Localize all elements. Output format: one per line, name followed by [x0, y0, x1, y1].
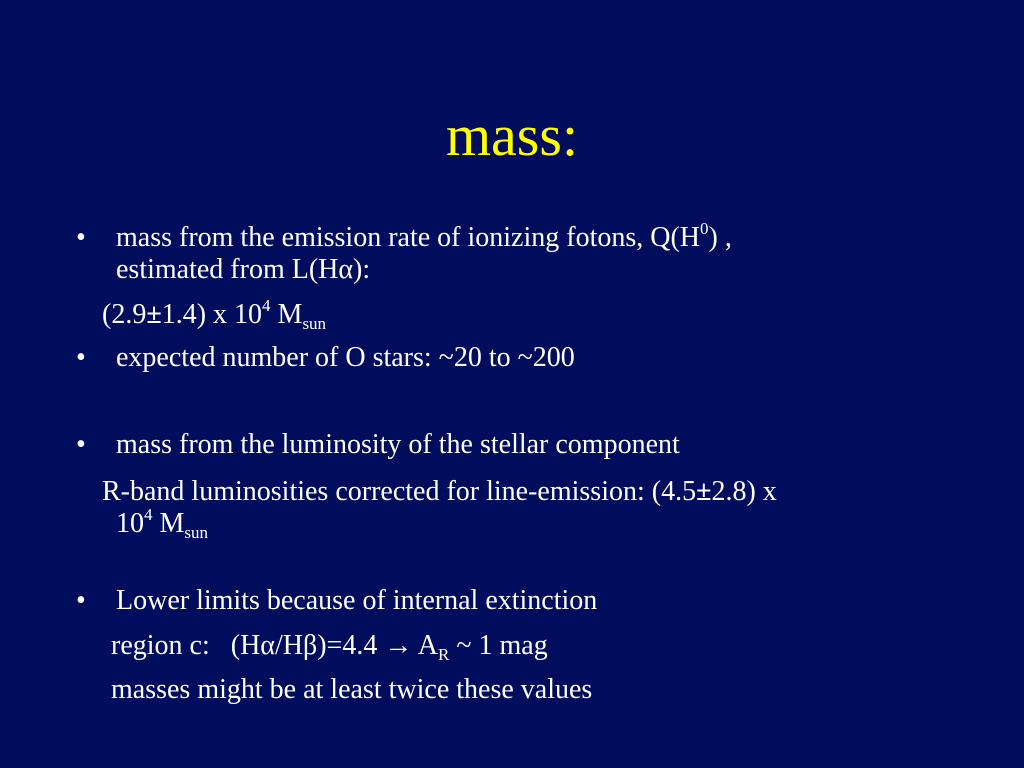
- extinction-line-2: masses might be at least twice these values: [111, 674, 593, 705]
- bullet-1-line-2: estimated from L(Hα):: [116, 254, 371, 285]
- bullet-marker: •: [76, 429, 86, 460]
- bullet-2-text: expected number of O stars: ~20 to ~200: [116, 342, 575, 373]
- bullet-1-line-1: mass from the emission rate of ionizing fotons, $Q(H^0)$ ,: [116, 219, 732, 253]
- extinction-line-1: region c: $(H\alpha/H\beta)=4.4 \to A_R$ ~ 1 mag: [111, 630, 548, 664]
- mass-estimate-1: (2.9±1.4) x $10^4$ $M_{sun}$: [102, 296, 327, 333]
- bullet-marker: •: [76, 342, 86, 373]
- bullet-3-text: mass from the luminosity of the stellar component: [116, 429, 680, 460]
- slide-title: mass:: [445, 103, 579, 168]
- bullet-4-text: Lower limits because of internal extinction: [116, 585, 598, 616]
- mass-estimate-2-line-2: $10^4$ $M_{sun}$: [116, 505, 209, 542]
- bullet-marker: •: [76, 585, 86, 616]
- mass-estimate-2-line-1: R-band luminosities corrected for line-emission: (4.5±2.8) x: [102, 476, 777, 507]
- bullet-marker: •: [76, 222, 86, 253]
